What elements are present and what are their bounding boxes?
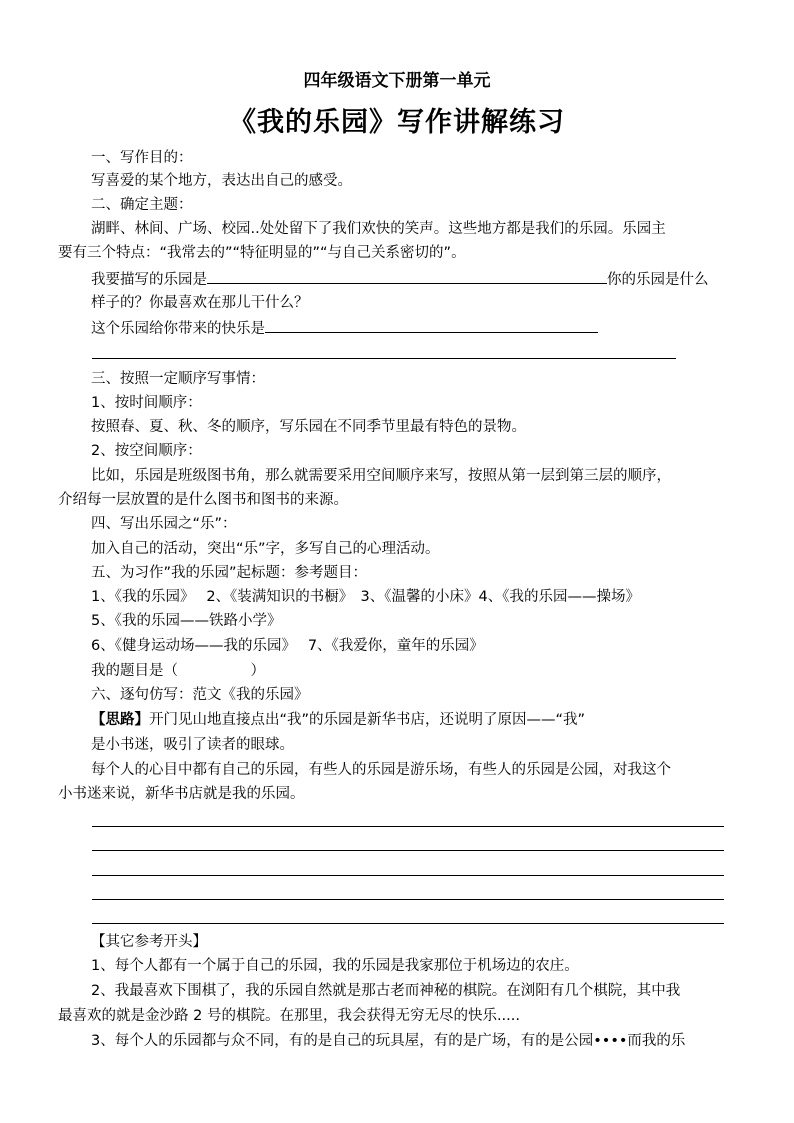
section-3-sub-1-text: 按照春、夏、秋、冬的顺序，写乐园在不同季节里最有特色的景物。: [91, 419, 526, 435]
reference-1: 1、每个人都有一个属于自己的乐园，我的乐园是我家那位于机场边的农庄。: [91, 958, 579, 974]
section-2-paragraph-line-1: 湖畔、林间、广场、校园..处处留下了我们欢快的笑声。这些地方都是我们的乐园。乐园主: [91, 221, 666, 237]
section-3-heading: 三、按照一定顺序写事情：: [91, 371, 265, 387]
section-3-sub-2: 2、按空间顺序：: [91, 443, 202, 459]
section-4-text: 加入自己的活动，突出“乐”字，多写自己的心理活动。: [91, 541, 440, 557]
reference-2-line-1: 2、我最喜欢下围棋了，我的乐园自然就是那古老而神秘的棋院。在浏阳有几个棋院，其中我: [91, 983, 681, 999]
practice-line-1[interactable]: [92, 826, 724, 827]
question-1-line-2: 样子的？你最喜欢在那儿干什么？: [91, 295, 309, 311]
practice-line-5[interactable]: [92, 923, 724, 924]
model-text-line-2: 小书迷来说，新华书店就是我的乐园。: [58, 786, 305, 802]
question-2-line: [91, 318, 598, 339]
reference-3-line-1: 3、每个人的乐园都与众不同，有的是自己的玩具屋，有的是广场，有的是公园••••而我的乐: [91, 1033, 686, 1049]
section-2-paragraph-line-2: 要有三个特点：“我常去的”“特征明显的”“与自己关系密切的”。: [58, 245, 466, 261]
model-text-line-1: 每个人的心目中都有自己的乐园，有些人的乐园是游乐场，有些人的乐园是公园，对我这个: [91, 762, 671, 778]
reference-2-line-2: 最喜欢的就是金沙路 2 号的棋院。在那里，我会获得无穷无尽的快乐.....: [58, 1008, 520, 1024]
question-1-suffix: 你的乐园是什么: [607, 272, 709, 288]
idea-text: 开门见山地直接点出“我”的乐园是新华书店，还说明了原因——“我”: [149, 712, 586, 728]
answer-blank-1[interactable]: [207, 269, 607, 284]
section-2-heading: 二、确定主题：: [91, 197, 193, 213]
section-5-heading: 五、为习作”我的乐园”起标题：参考题目：: [91, 565, 368, 581]
section-3-sub-1: 1、按时间顺序：: [91, 395, 202, 411]
question-1-line-1: [91, 269, 709, 290]
title-options-row-2: 5、《我的乐园——铁路小学》: [91, 613, 282, 629]
section-4-heading: 四、写出乐园之“乐”：: [91, 516, 237, 532]
question-1-prefix: 我要描写的乐园是: [91, 272, 207, 288]
idea-line-1: [91, 710, 585, 730]
section-3-sub-2-line-2: 介绍每一层放置的是什么图书和图书的来源。: [58, 492, 348, 508]
section-3-sub-2-line-1: 比如，乐园是班级图书角，那么就需要采用空间顺序来写，按照从第一层到第三层的顺序，: [91, 468, 671, 484]
idea-line-2: 是小书迷，吸引了读者的眼球。: [91, 737, 294, 753]
title-options-row-1: 1、《我的乐园》 2、《装满知识的书橱》 3、《温馨的小床》4、《我的乐园——操场》: [91, 589, 641, 605]
title-options-row-3: 6、《健身运动场——我的乐园》 7、《我爱你，童年的乐园》: [91, 638, 484, 654]
page-title: 四年级语文下册第一单元: [303, 71, 491, 91]
idea-label: 【思路】: [91, 712, 149, 728]
question-2-prefix: 这个乐园给你带来的快乐是: [91, 321, 265, 337]
practice-line-3[interactable]: [92, 875, 724, 876]
section-6-heading: 六、逐句仿写：范文《我的乐园》: [91, 687, 309, 703]
section-1-text: 写喜爱的某个地方，表达出自己的感受。: [91, 173, 352, 189]
answer-line-2b[interactable]: [92, 358, 676, 359]
page-subtitle: 《我的乐园》写作讲解练习: [229, 107, 565, 138]
practice-line-2[interactable]: [92, 850, 724, 851]
practice-line-4[interactable]: [92, 899, 724, 900]
section-1-heading: 一、写作目的：: [91, 150, 193, 166]
my-title-field[interactable]: 我的题目是（ ）: [91, 663, 265, 679]
answer-blank-2[interactable]: [265, 318, 598, 333]
references-heading: 【其它参考开头】: [91, 934, 207, 950]
